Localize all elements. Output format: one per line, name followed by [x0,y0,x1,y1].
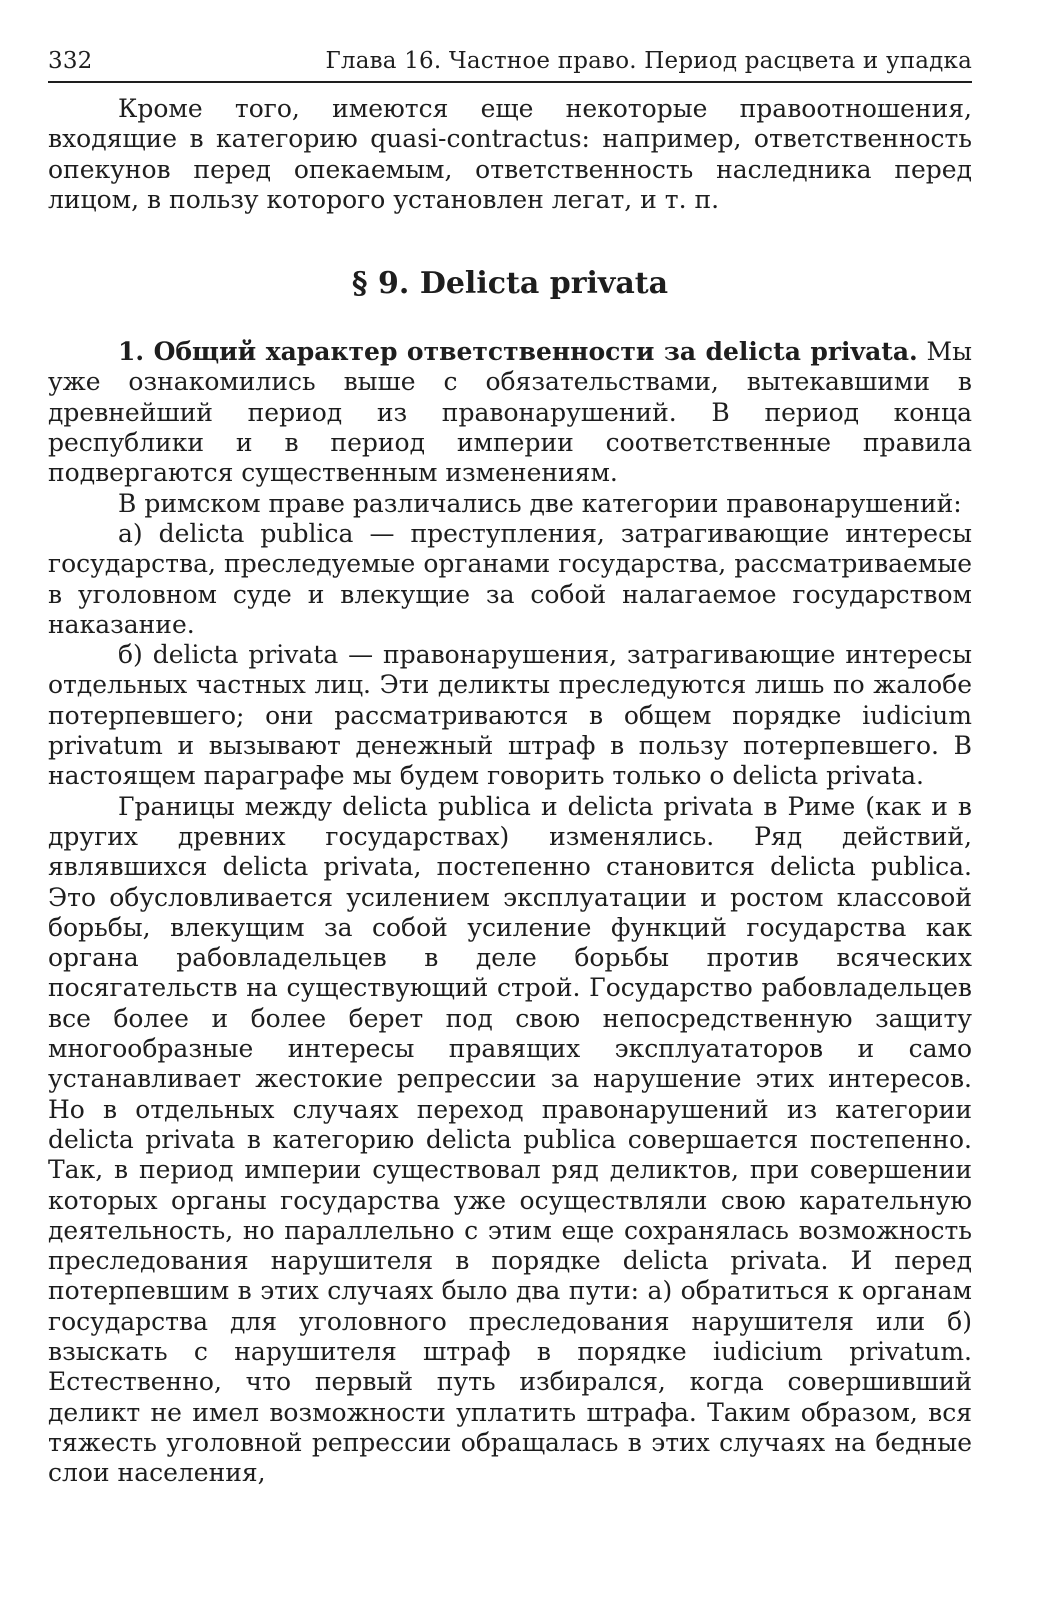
paragraph-1-lead: 1. Общий характер ответственности за delicta privata. [118,337,918,367]
paragraph-1-text: Мы уже ознакомились выше с обязательствами, вытекавшими в древнейший период из правонарушений. В период конца республики и в период империи соответственные правила подвергаются существенным изменениям. [48,337,972,488]
paragraph-item-a: а) delicta publica — преступления, затрагивающие интересы государства, преследуемые органами государства, рассматриваемые в уголовном суде и влекущие за собой налагаемое государством наказание. [48,518,972,639]
running-head [48,46,972,78]
body-text [48,94,972,1488]
paragraph-5: Границы между delicta publica и delicta privata в Риме (как и в других древних государствах) изменялись. Ряд действий, являвшихся delicta privata, постепенно становится delicta publica. Это обусловливается усилением эксплуатации и ростом классовой борьбы, влекущим за собой усиление функций государства как органа рабовладельцев в деле борьбы против всяческих посягательств на существующий строй. Государство рабовладельцев все более и более берет под свою непосредственную защиту многообразные интересы правящих эксплуататоров и само устанавливает жестокие репрессии за нарушение этих интересов. Но в отдельных случаях переход правонарушений из категории delicta privata в категорию delicta publica совершается постепенно. Так, в период империи существовал ряд деликтов, при совершении которых органы государства уже осуществляли свою карательную деятельность, но параллельно с этим еще сохранялась возможность преследования нарушителя в порядке delicta privata. И перед потерпевшим в этих случаях было два пути: а) обратиться к органам государства для уголовного преследования нарушителя или б) взыскать с нарушителя штраф в порядке iudicium privatum. Естественно, что первый путь избирался, когда совершивший деликт не имел возможности уплатить штрафа. Таким образом, вся тяжесть уголовной репрессии обращалась в этих случаях на бедные слои населения, [48,791,972,1488]
chapter-title: Глава 16. Частное право. Период расцвета и упадка [325,48,972,74]
paragraph-2: В римском праве различались две категории правонарушений: [118,488,962,518]
paragraph-item-b: б) delicta privata — правонарушения, затрагивающие интересы отдельных частных лиц. Эти деликты преследуются лишь по жалобе потерпевшего; они рассматриваются в общем порядке iudicium privatum и вызывают денежный штраф в пользу потерпевшего. В настоящем параграфе мы будем говорить только о delicta privata. [48,640,972,791]
section-title: § 9. Delicta privata [351,266,669,302]
paragraph-1 [48,337,972,488]
paragraph-intro: Кроме того, имеются еще некоторые правоотношения, входящие в категорию quasi-contractus: например, ответственность опекунов перед опекаемым, ответственность наследника перед лицом, в пользу которого установлен легат, и т. п. [48,94,972,214]
page-number: 332 [48,48,93,74]
header-rule [48,81,972,83]
